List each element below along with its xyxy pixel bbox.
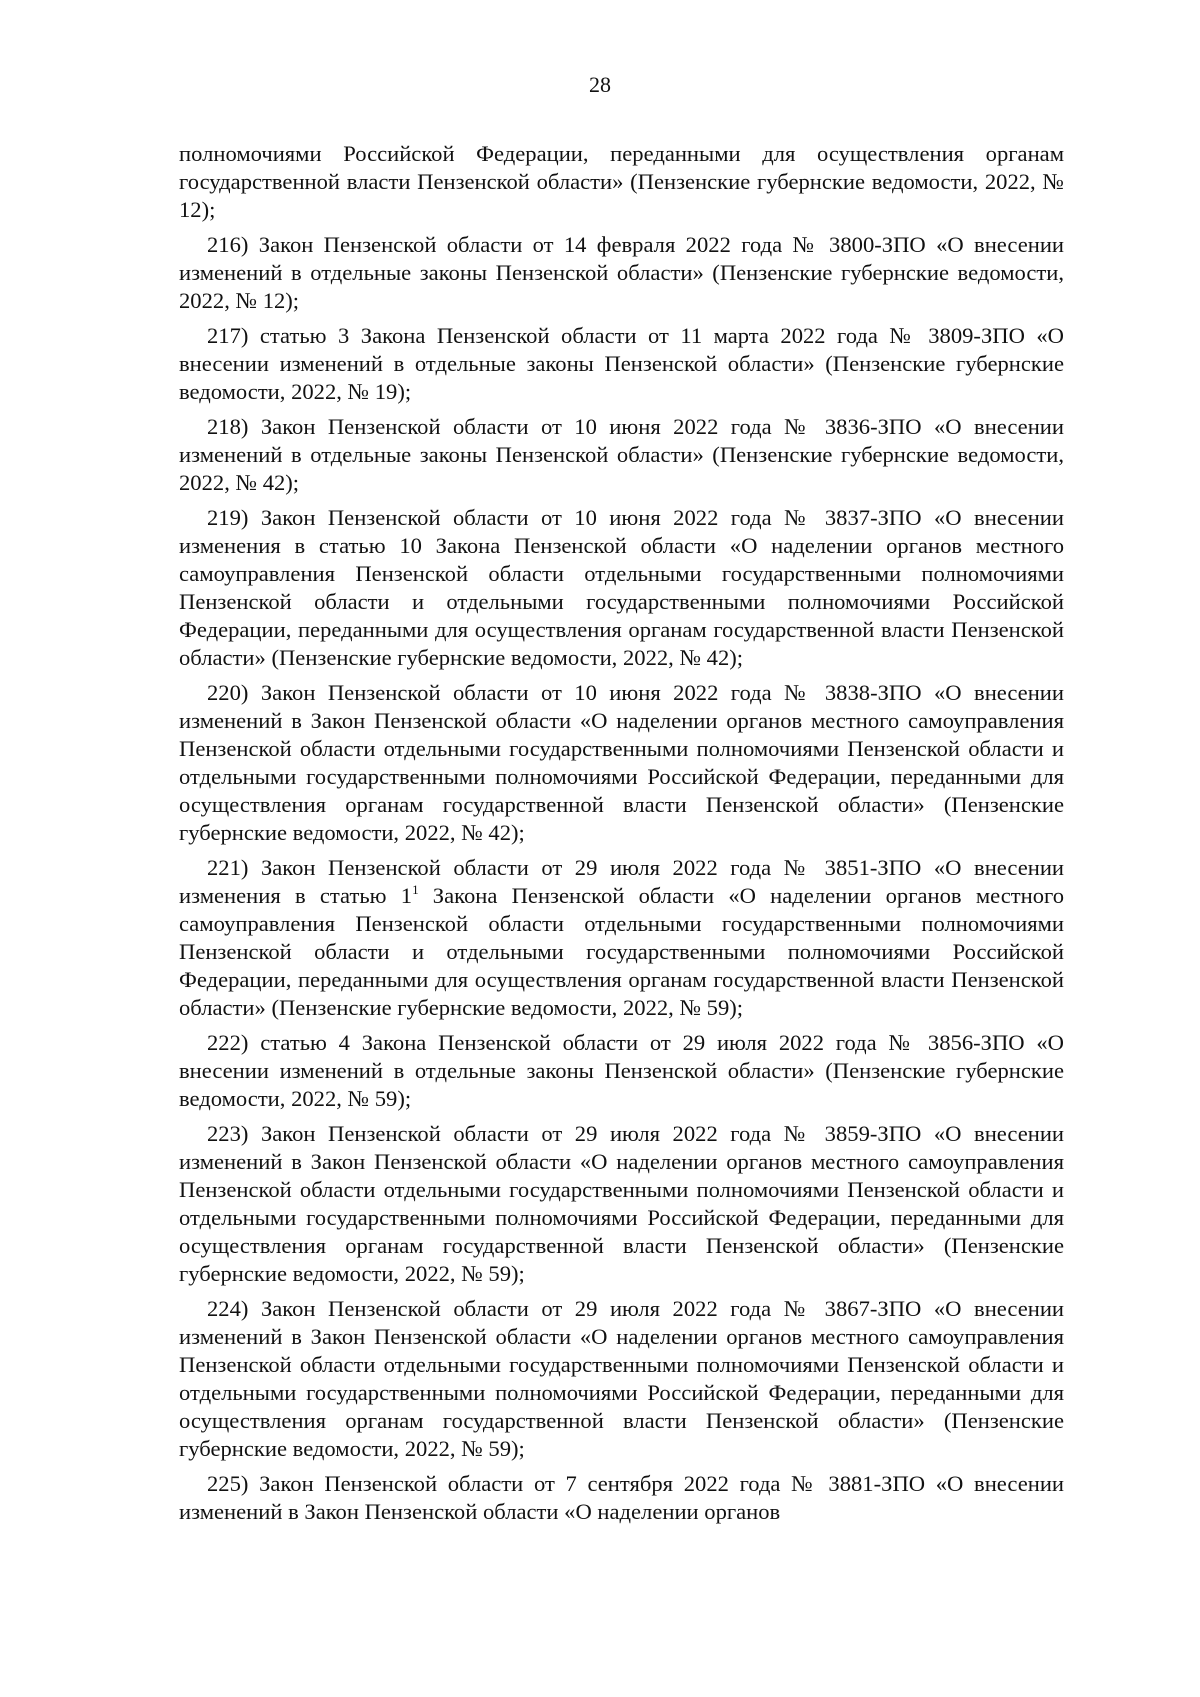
superscript-1: 1 (412, 882, 419, 897)
list-item-221 (179, 854, 1064, 1022)
list-item-221-text-before: 221) Закон Пензенской области от 29 июля 2022 года № 3851-ЗПО «О внесении изменения в статью 1 (179, 855, 1064, 908)
list-item-217: 217) статью 3 Закона Пензенской области от 11 марта 2022 года № 3809-ЗПО «О внесении изменений в отдельные законы Пензенской области» (Пензенские губернские ведомости, 2022, № 19); (179, 323, 1064, 404)
list-item-224: 224) Закон Пензенской области от 29 июля 2022 года № 3867-ЗПО «О внесении изменений в Закон Пензенской области «О наделении органов местного самоуправления Пензенской области отдельными государственными полномочиями Пензенской области и отдельными государственными полномочиями Российской Федерации, переданными для осуществления органам государственной власти Пензенской области» (Пензенские губернские ведомости, 2022, № 59); (179, 1296, 1064, 1461)
paragraph-continuation: полномочиями Российской Федерации, переданными для осуществления органам государственной власти Пензенской области» (Пензенские губернские ведомости, 2022, № 12); (179, 141, 1064, 222)
document-body (179, 140, 1064, 1533)
list-item-225: 225) Закон Пензенской области от 7 сентября 2022 года № 3881-ЗПО «О внесении изменений в Закон Пензенской области «О наделении органов (179, 1471, 1064, 1524)
list-item-218: 218) Закон Пензенской области от 10 июня 2022 года № 3836-ЗПО «О внесении изменений в отдельные законы Пензенской области» (Пензенские губернские ведомости, 2022, № 42); (179, 414, 1064, 495)
list-item-222: 222) статью 4 Закона Пензенской области от 29 июля 2022 года № 3856-ЗПО «О внесении изменений в отдельные законы Пензенской области» (Пензенские губернские ведомости, 2022, № 59); (179, 1030, 1064, 1111)
list-item-216: 216) Закон Пензенской области от 14 февраля 2022 года № 3800-ЗПО «О внесении изменений в отдельные законы Пензенской области» (Пензенские губернские ведомости, 2022, № 12); (179, 232, 1064, 313)
list-item-220: 220) Закон Пензенской области от 10 июня 2022 года № 3838-ЗПО «О внесении изменений в Закон Пензенской области «О наделении органов местного самоуправления Пензенской области отдельными государственными полномочиями Пензенской области и отдельными государственными полномочиями Российской Федерации, переданными для осуществления органам государственной власти Пензенской области» (Пензенские губернские ведомости, 2022, № 42); (179, 680, 1064, 845)
page-number: 28 (589, 72, 611, 97)
list-item-221-text-after: Закона Пензенской области «О наделении органов местного самоуправления Пензенской области отдельными государственными полномочиями Пензенской области и отдельными государственными полномочиями Российской Федерации, переданными для осуществления органам государственной власти Пензенской области» (Пензенские губернские ведомости, 2022, № 59); (179, 883, 1064, 1020)
list-item-219: 219) Закон Пензенской области от 10 июня 2022 года № 3837-ЗПО «О внесении изменения в статью 10 Закона Пензенской области «О наделении органов местного самоуправления Пензенской области отдельными государственными полномочиями Пензенской области и отдельными государственными полномочиями Российской Федерации, переданными для осуществления органам государственной власти Пензенской области» (Пензенские губернские ведомости, 2022, № 42); (179, 505, 1064, 670)
list-item-223: 223) Закон Пензенской области от 29 июля 2022 года № 3859-ЗПО «О внесении изменений в Закон Пензенской области «О наделении органов местного самоуправления Пензенской области отдельными государственными полномочиями Пензенской области и отдельными государственными полномочиями Российской Федерации, переданными для осуществления органам государственной власти Пензенской области» (Пензенские губернские ведомости, 2022, № 59); (179, 1121, 1064, 1286)
